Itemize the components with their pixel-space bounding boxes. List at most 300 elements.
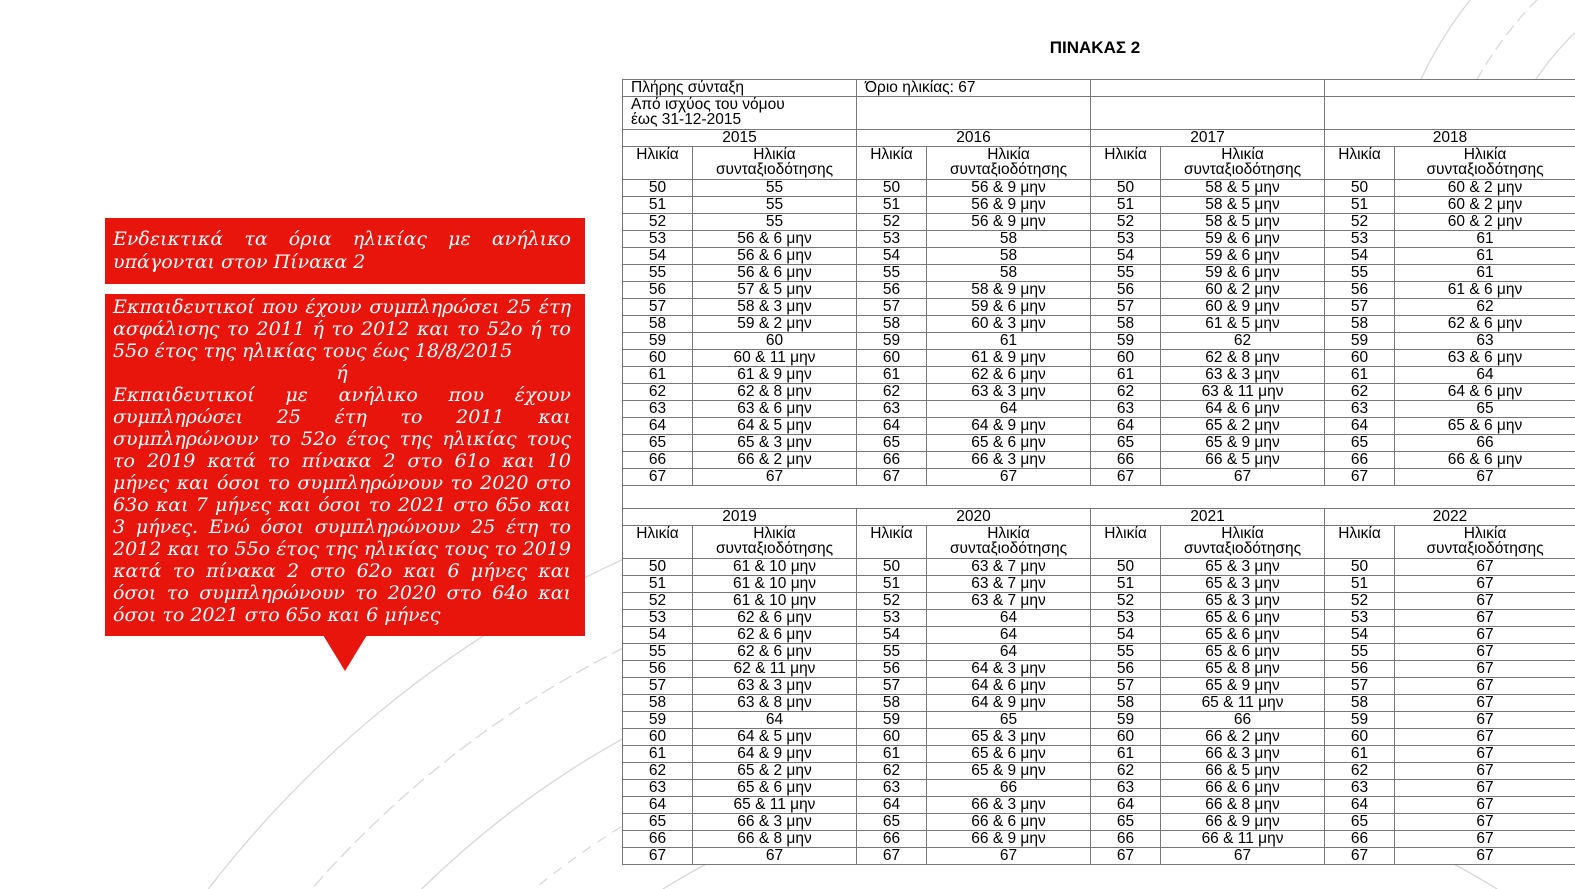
table-row bbox=[623, 746, 1575, 763]
age-column-header: Ηλικία bbox=[623, 526, 693, 559]
table-row bbox=[623, 350, 1575, 367]
pension-age-cell: 60 & 11 μην bbox=[693, 350, 857, 367]
pension-age-cell: 67 bbox=[1395, 746, 1575, 763]
age-cell: 55 bbox=[623, 644, 693, 661]
age-cell: 65 bbox=[1091, 814, 1161, 831]
pension-age-header-line1: Ηλικία bbox=[987, 525, 1030, 542]
pension-age-cell: 64 & 9 μην bbox=[693, 746, 857, 763]
age-cell: 58 bbox=[857, 316, 927, 333]
age-cell: 58 bbox=[857, 695, 927, 712]
table-row bbox=[623, 661, 1575, 678]
table-row bbox=[623, 435, 1575, 452]
pension-age-cell: 67 bbox=[1395, 576, 1575, 593]
pension-age-header-line2: συνταξιοδότησης bbox=[715, 161, 834, 178]
table-info-row bbox=[623, 80, 1575, 97]
age-cell: 67 bbox=[1091, 469, 1161, 486]
age-cell: 65 bbox=[1325, 435, 1395, 452]
pension-age-header-line1: Ηλικία bbox=[1463, 146, 1507, 163]
table-row bbox=[623, 763, 1575, 780]
pension-age-cell: 64 bbox=[927, 644, 1091, 661]
age-cell: 53 bbox=[623, 610, 693, 627]
age-cell: 67 bbox=[857, 848, 927, 865]
age-cell: 53 bbox=[1325, 231, 1395, 248]
pension-age-cell: 63 & 7 μην bbox=[927, 593, 1091, 610]
pension-age-cell: 63 & 7 μην bbox=[927, 576, 1091, 593]
empty-cell bbox=[857, 97, 1091, 130]
table-row bbox=[623, 729, 1575, 746]
age-cell: 52 bbox=[1091, 593, 1161, 610]
age-cell: 64 bbox=[857, 418, 927, 435]
pension-age-cell: 62 & 6 μην bbox=[693, 644, 857, 661]
age-cell: 59 bbox=[857, 712, 927, 729]
age-cell: 54 bbox=[623, 627, 693, 644]
pension-age-cell: 66 & 3 μην bbox=[693, 814, 857, 831]
table-row bbox=[623, 814, 1575, 831]
year-header: 2016 bbox=[857, 130, 1091, 147]
age-cell: 66 bbox=[623, 452, 693, 469]
pension-age-cell: 64 bbox=[693, 712, 857, 729]
pension-age-cell: 67 bbox=[1395, 678, 1575, 695]
age-cell: 67 bbox=[1325, 469, 1395, 486]
age-cell: 63 bbox=[623, 780, 693, 797]
pension-age-cell: 65 & 2 μην bbox=[693, 763, 857, 780]
pension-age-cell: 65 & 6 μην bbox=[1395, 418, 1575, 435]
pension-age-cell: 62 & 6 μην bbox=[1395, 316, 1575, 333]
age-cell: 59 bbox=[1091, 712, 1161, 729]
age-cell: 53 bbox=[1091, 231, 1161, 248]
age-cell: 58 bbox=[1091, 695, 1161, 712]
table-row bbox=[623, 401, 1575, 418]
age-cell: 51 bbox=[623, 197, 693, 214]
age-cell: 62 bbox=[623, 384, 693, 401]
age-cell: 64 bbox=[1325, 797, 1395, 814]
empty-cell bbox=[1325, 97, 1575, 130]
table-row bbox=[623, 384, 1575, 401]
pension-age-cell: 61 bbox=[1395, 231, 1575, 248]
age-cell: 55 bbox=[1091, 644, 1161, 661]
age-cell: 60 bbox=[1325, 729, 1395, 746]
age-cell: 54 bbox=[857, 248, 927, 265]
empty-cell bbox=[1091, 97, 1325, 130]
validity-note bbox=[623, 97, 857, 130]
table-row bbox=[623, 627, 1575, 644]
pension-age-cell: 64 bbox=[927, 610, 1091, 627]
year-header: 2015 bbox=[623, 130, 857, 147]
age-cell: 60 bbox=[1325, 350, 1395, 367]
pension-age-cell: 62 & 6 μην bbox=[693, 610, 857, 627]
age-cell: 50 bbox=[1091, 559, 1161, 576]
pension-age-cell: 63 & 7 μην bbox=[927, 559, 1091, 576]
pension-age-cell: 67 bbox=[1395, 814, 1575, 831]
empty-cell bbox=[1325, 80, 1575, 97]
age-cell: 65 bbox=[623, 435, 693, 452]
callout-pointer bbox=[323, 635, 367, 671]
pension-age-column-header bbox=[927, 526, 1091, 559]
age-cell: 57 bbox=[857, 678, 927, 695]
age-cell: 54 bbox=[1325, 627, 1395, 644]
age-cell: 58 bbox=[1091, 316, 1161, 333]
pension-age-cell: 55 bbox=[693, 180, 857, 197]
pension-age-header-line1: Ηλικία bbox=[1463, 525, 1507, 542]
spacer-cell bbox=[623, 486, 1575, 509]
year-header: 2021 bbox=[1091, 509, 1325, 526]
pension-age-column-header bbox=[1161, 147, 1325, 180]
table-row bbox=[623, 576, 1575, 593]
pension-age-cell: 60 & 9 μην bbox=[1161, 299, 1325, 316]
pension-age-cell: 67 bbox=[1395, 763, 1575, 780]
pension-age-cell: 59 & 6 μην bbox=[1161, 248, 1325, 265]
pension-age-column-header bbox=[1161, 526, 1325, 559]
callout-summary-box bbox=[105, 218, 585, 284]
pension-age-cell: 67 bbox=[927, 469, 1091, 486]
age-cell: 66 bbox=[1325, 452, 1395, 469]
pension-age-header-line2: συνταξιοδότησης bbox=[949, 540, 1068, 557]
age-cell: 67 bbox=[623, 848, 693, 865]
age-cell: 61 bbox=[857, 367, 927, 384]
pension-age-cell: 64 & 9 μην bbox=[927, 695, 1091, 712]
age-cell: 65 bbox=[623, 814, 693, 831]
age-column-header: Ηλικία bbox=[1325, 526, 1395, 559]
pension-age-cell: 62 & 11 μην bbox=[693, 661, 857, 678]
table-row bbox=[623, 299, 1575, 316]
pension-age-cell: 61 & 9 μην bbox=[927, 350, 1091, 367]
pension-age-cell: 65 & 6 μην bbox=[927, 746, 1091, 763]
pension-age-cell: 66 & 8 μην bbox=[1161, 797, 1325, 814]
age-cell: 53 bbox=[857, 610, 927, 627]
age-cell: 60 bbox=[1091, 729, 1161, 746]
age-cell: 65 bbox=[1325, 814, 1395, 831]
pension-age-cell: 63 & 3 μην bbox=[927, 384, 1091, 401]
age-column-header: Ηλικία bbox=[857, 147, 927, 180]
age-cell: 50 bbox=[857, 180, 927, 197]
pension-age-cell: 61 & 10 μην bbox=[693, 559, 857, 576]
pension-age-cell: 67 bbox=[1395, 695, 1575, 712]
age-limit-label: Όριο ηλικίας: 67 bbox=[857, 80, 1091, 97]
pension-age-cell: 65 bbox=[927, 712, 1091, 729]
pension-age-cell: 67 bbox=[1395, 559, 1575, 576]
pension-age-cell: 67 bbox=[927, 848, 1091, 865]
age-cell: 65 bbox=[1091, 435, 1161, 452]
pension-age-cell: 65 & 9 μην bbox=[1161, 435, 1325, 452]
pension-age-cell: 56 & 6 μην bbox=[693, 265, 857, 282]
table-row bbox=[623, 282, 1575, 299]
age-cell: 50 bbox=[1091, 180, 1161, 197]
age-cell: 63 bbox=[1325, 780, 1395, 797]
pension-age-cell: 62 & 6 μην bbox=[927, 367, 1091, 384]
pension-age-cell: 66 & 6 μην bbox=[927, 814, 1091, 831]
pension-age-cell: 63 & 3 μην bbox=[1161, 367, 1325, 384]
age-cell: 66 bbox=[1091, 452, 1161, 469]
callout-details-part2: Εκπαιδευτικοί με ανήλικο που έχουν συμπληρώσει 25 έτη το 2011 και συμπληρώνουν το 52ο έτος της ηλικίας τους το 2019 κατά το πίνακα 2 στο 61ο και 10 μήνες και όσοι το συμπληρώνουν το 2020 στο 63ο και 7 μήνες και όσοι το 2021 στο 65ο και 3 μήνες. Ενώ όσοι συμπληρώνουν 25 έτη το 2012 και το 55ο έτος της ηλικίας τους το 2019 κατά το πίνακα 2 στο 62ο και 6 μήνες και όσοι το συμπληρώνουν το 2020 στο 64ο και όσοι το 2021 στο 65ο και 6 μήνες bbox=[113, 384, 571, 626]
age-cell: 61 bbox=[857, 746, 927, 763]
age-cell: 53 bbox=[1325, 610, 1395, 627]
age-cell: 61 bbox=[1091, 367, 1161, 384]
pension-age-cell: 67 bbox=[693, 848, 857, 865]
age-cell: 54 bbox=[857, 627, 927, 644]
pension-age-cell: 65 & 3 μην bbox=[927, 729, 1091, 746]
age-cell: 50 bbox=[1325, 559, 1395, 576]
pension-age-header-line2: συνταξιοδότησης bbox=[1183, 540, 1302, 557]
age-cell: 64 bbox=[623, 797, 693, 814]
block2-year-row bbox=[623, 509, 1575, 526]
pension-age-header-line2: συνταξιοδότησης bbox=[949, 161, 1068, 178]
age-cell: 61 bbox=[1091, 746, 1161, 763]
pension-age-cell: 67 bbox=[1395, 729, 1575, 746]
callout-details-box bbox=[105, 294, 585, 636]
pension-age-cell: 64 & 6 μην bbox=[1161, 401, 1325, 418]
age-cell: 52 bbox=[1091, 214, 1161, 231]
age-cell: 63 bbox=[1325, 401, 1395, 418]
pension-age-cell: 65 & 9 μην bbox=[1161, 678, 1325, 695]
pension-age-cell: 66 & 3 μην bbox=[1161, 746, 1325, 763]
age-cell: 59 bbox=[1091, 333, 1161, 350]
pension-age-cell: 56 & 9 μην bbox=[927, 197, 1091, 214]
age-cell: 50 bbox=[623, 180, 693, 197]
table-row bbox=[623, 367, 1575, 384]
pension-age-cell: 56 & 9 μην bbox=[927, 214, 1091, 231]
pension-age-cell: 64 & 5 μην bbox=[693, 418, 857, 435]
age-cell: 56 bbox=[1091, 661, 1161, 678]
age-cell: 63 bbox=[857, 401, 927, 418]
age-cell: 67 bbox=[1091, 848, 1161, 865]
pension-age-cell: 61 & 10 μην bbox=[693, 593, 857, 610]
pension-age-cell: 64 bbox=[1395, 367, 1575, 384]
age-cell: 57 bbox=[1325, 678, 1395, 695]
age-cell: 66 bbox=[857, 831, 927, 848]
validity-note-line1: Από ισχύος του νόμου bbox=[631, 96, 785, 113]
age-cell: 66 bbox=[1091, 831, 1161, 848]
pension-age-cell: 59 & 6 μην bbox=[927, 299, 1091, 316]
age-cell: 59 bbox=[1325, 712, 1395, 729]
age-cell: 60 bbox=[857, 350, 927, 367]
age-cell: 54 bbox=[1325, 248, 1395, 265]
age-cell: 57 bbox=[1091, 678, 1161, 695]
age-cell: 60 bbox=[623, 729, 693, 746]
age-cell: 58 bbox=[623, 695, 693, 712]
age-cell: 53 bbox=[623, 231, 693, 248]
block1-year-row bbox=[623, 130, 1575, 147]
pension-age-header-line1: Ηλικία bbox=[753, 146, 796, 163]
pension-age-cell: 65 & 11 μην bbox=[1161, 695, 1325, 712]
table-spacer-row bbox=[623, 486, 1575, 509]
pension-age-cell: 67 bbox=[1395, 627, 1575, 644]
age-cell: 62 bbox=[857, 763, 927, 780]
pension-age-cell: 60 & 2 μην bbox=[1395, 197, 1575, 214]
pension-age-cell: 58 & 5 μην bbox=[1161, 180, 1325, 197]
pension-age-cell: 67 bbox=[1395, 831, 1575, 848]
age-cell: 59 bbox=[623, 333, 693, 350]
age-cell: 51 bbox=[857, 576, 927, 593]
age-cell: 55 bbox=[623, 265, 693, 282]
table-row bbox=[623, 452, 1575, 469]
age-cell: 56 bbox=[1091, 282, 1161, 299]
pension-age-cell: 67 bbox=[693, 469, 857, 486]
pension-age-cell: 66 & 11 μην bbox=[1161, 831, 1325, 848]
year-header: 2022 bbox=[1325, 509, 1575, 526]
age-cell: 57 bbox=[623, 678, 693, 695]
age-column-header: Ηλικία bbox=[857, 526, 927, 559]
age-cell: 57 bbox=[1325, 299, 1395, 316]
pension-age-header-line1: Ηλικία bbox=[1221, 146, 1264, 163]
table-row bbox=[623, 780, 1575, 797]
pension-age-cell: 61 bbox=[927, 333, 1091, 350]
age-cell: 66 bbox=[623, 831, 693, 848]
callout-details-part1: Εκπαιδευτικοί που έχουν συμπληρώσει 25 έτη ασφάλισης το 2011 ή το 2012 και το 52ο ή το 55ο έτος της ηλικίας τους έως 18/8/2015 bbox=[113, 296, 571, 362]
age-cell: 54 bbox=[623, 248, 693, 265]
pension-age-cell: 66 & 5 μην bbox=[1161, 763, 1325, 780]
age-cell: 56 bbox=[857, 282, 927, 299]
table-row bbox=[623, 316, 1575, 333]
age-cell: 61 bbox=[623, 367, 693, 384]
age-cell: 65 bbox=[857, 814, 927, 831]
year-header: 2017 bbox=[1091, 130, 1325, 147]
age-cell: 50 bbox=[623, 559, 693, 576]
pension-age-cell: 62 & 6 μην bbox=[693, 627, 857, 644]
pension-age-cell: 62 bbox=[1161, 333, 1325, 350]
pension-age-cell: 61 & 5 μην bbox=[1161, 316, 1325, 333]
pension-age-cell: 56 & 9 μην bbox=[927, 180, 1091, 197]
age-cell: 54 bbox=[1091, 248, 1161, 265]
table-row bbox=[623, 559, 1575, 576]
age-cell: 51 bbox=[623, 576, 693, 593]
age-column-header: Ηλικία bbox=[1091, 526, 1161, 559]
pension-age-cell: 67 bbox=[1395, 593, 1575, 610]
age-cell: 52 bbox=[1325, 214, 1395, 231]
full-pension-label: Πλήρης σύνταξη bbox=[623, 80, 857, 97]
age-cell: 55 bbox=[1325, 265, 1395, 282]
table-row bbox=[623, 197, 1575, 214]
table-row bbox=[623, 610, 1575, 627]
pension-age-column-header bbox=[693, 147, 857, 180]
age-cell: 51 bbox=[1325, 197, 1395, 214]
age-cell: 60 bbox=[1091, 350, 1161, 367]
pension-age-cell: 66 & 6 μην bbox=[1395, 452, 1575, 469]
age-cell: 64 bbox=[1091, 418, 1161, 435]
age-cell: 59 bbox=[1325, 333, 1395, 350]
table-row bbox=[623, 418, 1575, 435]
table-row bbox=[623, 593, 1575, 610]
table-row bbox=[623, 231, 1575, 248]
pension-age-cell: 60 & 2 μην bbox=[1161, 282, 1325, 299]
pension-age-header-line1: Ηλικία bbox=[987, 146, 1030, 163]
age-cell: 52 bbox=[1325, 593, 1395, 610]
pension-age-cell: 65 & 2 μην bbox=[1161, 418, 1325, 435]
age-cell: 51 bbox=[1325, 576, 1395, 593]
table-row bbox=[623, 848, 1575, 865]
pension-age-header-line2: συνταξιοδότησης bbox=[715, 540, 834, 557]
age-cell: 51 bbox=[1091, 197, 1161, 214]
age-cell: 52 bbox=[623, 593, 693, 610]
pension-age-cell: 58 & 5 μην bbox=[1161, 197, 1325, 214]
pension-age-cell: 63 & 11 μην bbox=[1161, 384, 1325, 401]
pension-age-cell: 64 & 3 μην bbox=[927, 661, 1091, 678]
pension-age-column-header bbox=[693, 526, 857, 559]
table-row bbox=[623, 214, 1575, 231]
age-cell: 64 bbox=[857, 797, 927, 814]
age-cell: 62 bbox=[857, 384, 927, 401]
table-row bbox=[623, 678, 1575, 695]
table-row bbox=[623, 180, 1575, 197]
pension-age-cell: 55 bbox=[693, 197, 857, 214]
age-cell: 63 bbox=[857, 780, 927, 797]
age-cell: 50 bbox=[857, 559, 927, 576]
pension-age-column-header bbox=[1395, 147, 1575, 180]
pension-age-cell: 66 & 2 μην bbox=[693, 452, 857, 469]
pension-age-cell: 61 & 9 μην bbox=[693, 367, 857, 384]
age-cell: 66 bbox=[1325, 831, 1395, 848]
age-cell: 55 bbox=[857, 265, 927, 282]
pension-age-cell: 63 bbox=[1395, 333, 1575, 350]
age-cell: 57 bbox=[1091, 299, 1161, 316]
pension-age-cell: 65 & 8 μην bbox=[1161, 661, 1325, 678]
pension-age-cell: 61 & 10 μην bbox=[693, 576, 857, 593]
age-cell: 67 bbox=[1325, 848, 1395, 865]
pension-age-cell: 64 & 6 μην bbox=[927, 678, 1091, 695]
pension-age-cell: 65 & 9 μην bbox=[927, 763, 1091, 780]
age-cell: 58 bbox=[623, 316, 693, 333]
age-cell: 51 bbox=[857, 197, 927, 214]
pension-age-cell: 66 & 2 μην bbox=[1161, 729, 1325, 746]
pension-age-cell: 56 & 6 μην bbox=[693, 231, 857, 248]
pension-age-cell: 64 & 6 μην bbox=[1395, 384, 1575, 401]
table-row bbox=[623, 712, 1575, 729]
age-cell: 56 bbox=[623, 661, 693, 678]
pension-age-cell: 65 & 6 μην bbox=[1161, 627, 1325, 644]
table-row bbox=[623, 469, 1575, 486]
age-cell: 55 bbox=[857, 644, 927, 661]
validity-note-line2: έως 31-12-2015 bbox=[631, 111, 742, 128]
pension-age-column-header bbox=[1395, 526, 1575, 559]
pension-age-cell: 67 bbox=[1395, 712, 1575, 729]
pension-age-cell: 66 bbox=[927, 780, 1091, 797]
pension-age-cell: 58 & 5 μην bbox=[1161, 214, 1325, 231]
pension-age-column-header bbox=[927, 147, 1091, 180]
callout-summary-text: Ενδεικτικά τα όρια ηλικίας με ανήλικο υπάγονται στον Πίνακα 2 bbox=[113, 228, 571, 273]
pension-age-cell: 67 bbox=[1395, 848, 1575, 865]
pension-age-cell: 67 bbox=[1395, 780, 1575, 797]
pension-age-cell: 60 & 3 μην bbox=[927, 316, 1091, 333]
year-header: 2019 bbox=[623, 509, 857, 526]
pension-age-cell: 58 & 3 μην bbox=[693, 299, 857, 316]
age-cell: 63 bbox=[623, 401, 693, 418]
age-cell: 53 bbox=[1091, 610, 1161, 627]
pension-age-cell: 66 & 6 μην bbox=[1161, 780, 1325, 797]
age-cell: 56 bbox=[857, 661, 927, 678]
age-cell: 67 bbox=[857, 469, 927, 486]
pension-age-cell: 63 & 6 μην bbox=[1395, 350, 1575, 367]
table-row bbox=[623, 248, 1575, 265]
pension-age-cell: 55 bbox=[693, 214, 857, 231]
table-row bbox=[623, 831, 1575, 848]
pension-age-cell: 58 bbox=[927, 248, 1091, 265]
pension-age-header-line2: συνταξιοδότησης bbox=[1426, 161, 1544, 178]
age-cell: 58 bbox=[1325, 695, 1395, 712]
pension-age-cell: 67 bbox=[1395, 644, 1575, 661]
age-column-header: Ηλικία bbox=[1091, 147, 1161, 180]
age-cell: 59 bbox=[623, 712, 693, 729]
page-title: ΠΙΝΑΚΑΣ 2 bbox=[1049, 38, 1141, 57]
age-cell: 63 bbox=[1091, 780, 1161, 797]
pension-age-header-line1: Ηλικία bbox=[753, 525, 796, 542]
pension-age-cell: 62 & 8 μην bbox=[693, 384, 857, 401]
pension-age-header-line1: Ηλικία bbox=[1221, 525, 1264, 542]
pension-age-cell: 66 bbox=[1161, 712, 1325, 729]
pension-age-cell: 57 & 5 μην bbox=[693, 282, 857, 299]
age-cell: 61 bbox=[1325, 746, 1395, 763]
pension-age-cell: 59 & 6 μην bbox=[1161, 231, 1325, 248]
pension-age-cell: 65 & 3 μην bbox=[1161, 576, 1325, 593]
age-cell: 67 bbox=[623, 469, 693, 486]
